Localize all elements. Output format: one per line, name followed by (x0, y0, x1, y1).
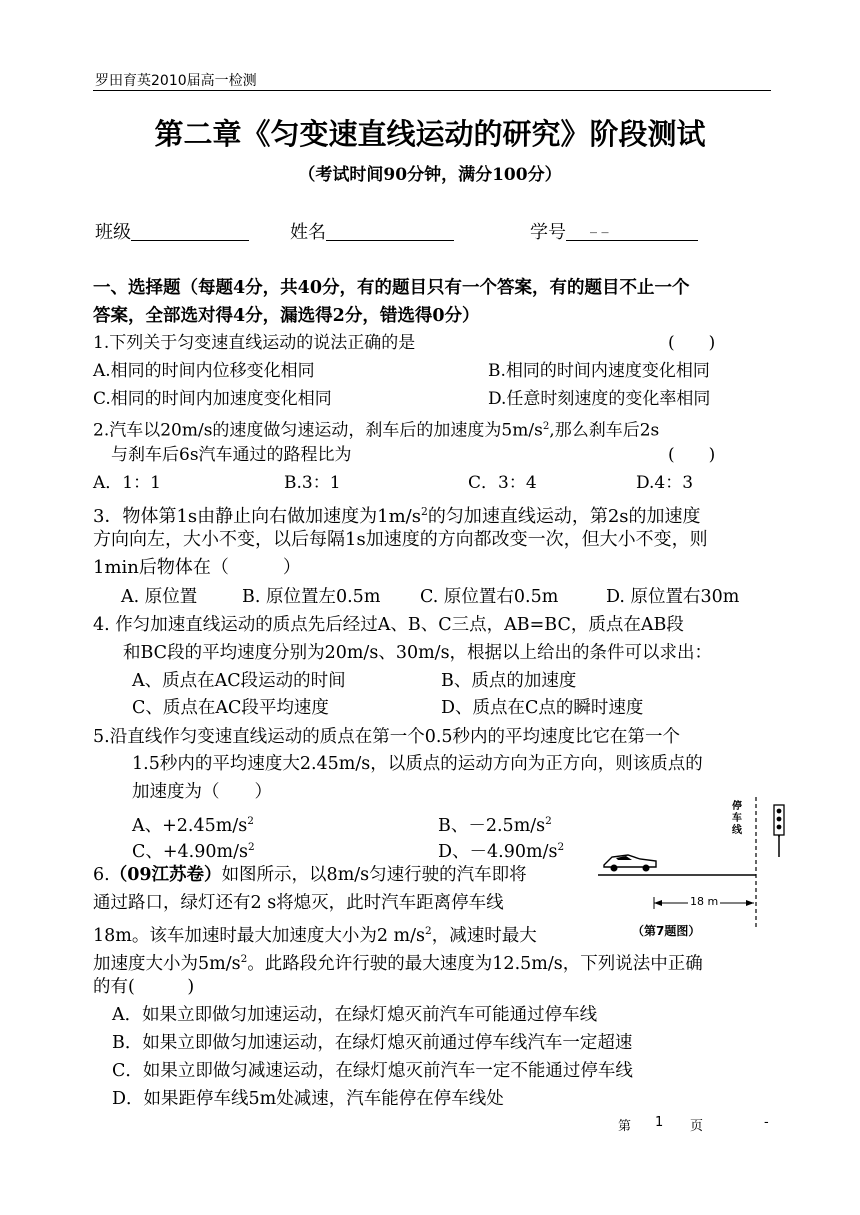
q3-option-c: C. 原位置右0.5m (420, 587, 559, 607)
q1-option-d: D.任意时刻速度的变化率相同 (488, 389, 711, 409)
distance-label: 18 m (690, 895, 719, 908)
q5-line1: 5.沿直线作匀变速直线运动的质点在第一个0.5秒内的平均速度比它在第一个 (93, 727, 681, 747)
q2-option-d: D.4：3 (636, 473, 694, 493)
q6-source: （09江苏卷） (109, 865, 222, 885)
page-subtitle: （考试时间90分钟，满分100分） (298, 165, 562, 185)
q6-option-d: D．如果距停车线5m处减速，汽车能停在停车线处 (112, 1089, 504, 1109)
q6-option-a: A．如果立即做匀加速运动，在绿灯熄灭前汽车可能通过停车线 (112, 1005, 598, 1025)
q3-option-d: D. 原位置右30m (606, 587, 740, 607)
q3-line3: 1min后物体在（ ） (93, 557, 301, 578)
name-blank[interactable] (326, 222, 454, 241)
q2-option-b: B.3：1 (284, 473, 341, 493)
q2-option-c: C．3：4 (468, 473, 537, 493)
id-blank[interactable] (566, 218, 698, 241)
q5-line3: 加速度为（ ） (132, 782, 272, 802)
q2-option-a: A．1：1 (93, 473, 161, 493)
q6-line3: 18m。该车加速时最大加速度大小为2 $m/s^2$，减速时最大 (93, 925, 537, 946)
stopline-label: 停车线 (732, 801, 742, 836)
q3-line2: 方向向左，大小不变，以后每隔1s加速度的方向都改变一次，但大小不变，则 (93, 529, 708, 550)
q6-line1: 6.（09江苏卷）如图所示，以8m/s匀速行驶的汽车即将 (93, 865, 527, 885)
document-header: 罗田育英2010届高一检测 (95, 73, 257, 89)
q3-option-a: A. 原位置 (121, 587, 198, 607)
q5-option-c: C、$+4.90m/s^2$ (132, 841, 255, 862)
class-label: 班级 (95, 222, 131, 243)
q4-option-d: D、质点在C点的瞬时速度 (441, 698, 644, 718)
page-title: 第二章《匀变速直线运动的研究》阶段测试 (154, 117, 706, 151)
q2-stem-line1: 2.汽车以20m/s的速度做匀速运动，刹车后的加速度为$5m/s^2$,那么刹车后2s (93, 420, 660, 441)
footer-dash: - (764, 1115, 769, 1130)
q6-line4: 加速度大小为$5m/s^2$。此路段允许行驶的最大速度为12.5m/s，下列说法中正确 (93, 953, 703, 974)
q3-line1: 3．物体第1s由静止向右做加速度为$1m/s^2$的匀加速直线运动，第2s的加速度 (93, 505, 701, 527)
q1-option-a: A.相同的时间内位移变化相同 (93, 361, 315, 381)
q2-answer-paren[interactable]: ( ) (668, 445, 716, 465)
q5-option-a: A、$+2.45m/s^2$ (132, 815, 254, 836)
name-field[interactable] (290, 218, 454, 244)
q2-stem-line2: 与刹车后6s汽车通过的路程比为 (111, 445, 352, 465)
q5-option-b: B、$-2.5m/s^2$ (438, 815, 552, 836)
id-field[interactable] (530, 218, 698, 244)
q1-answer-paren[interactable]: ( ) (668, 333, 716, 353)
q4-option-b: B、质点的加速度 (441, 671, 577, 691)
q3-option-b: B. 原位置左0.5m (242, 587, 381, 607)
q4-option-c: C、质点在AC段平均速度 (132, 698, 329, 718)
q6-option-b: B．如果立即做匀加速运动，在绿灯熄灭前通过停车线汽车一定超速 (112, 1033, 633, 1053)
footer-page-suffix: 页 (690, 1119, 704, 1134)
id-label: 学号 (530, 222, 566, 243)
class-blank[interactable] (131, 222, 249, 241)
q4-line2: 和BC段的平均速度分别为20m/s、30m/s，根据以上给出的条件可以求出： (123, 643, 713, 663)
q4-option-a: A、质点在AC段运动的时间 (132, 671, 346, 691)
figure-caption: （第7题图） (632, 924, 701, 938)
q5-option-d: D、$-4.90m/s^2$ (438, 841, 565, 862)
car-icon (604, 855, 656, 872)
q6-option-c: C．如果立即做匀减速运动，在绿灯熄灭前汽车一定不能通过停车线 (112, 1061, 633, 1081)
q1-stem: 1.下列关于匀变速直线运动的说法正确的是 (93, 333, 416, 353)
q1-option-c: C.相同的时间内加速度变化相同 (93, 389, 332, 409)
id-mark: _ _ (590, 218, 609, 234)
traffic-light-icon (774, 805, 784, 857)
footer-page-label: 第 (618, 1119, 632, 1134)
q5-line2: 1.5秒内的平均速度大2.45m/s，以质点的运动方向为正方向，则该质点的 (132, 754, 703, 774)
header-rule (93, 90, 771, 91)
q4-line1: 4. 作匀加速直线运动的质点先后经过A、B、C三点，AB=BC，质点在AB段 (93, 615, 684, 635)
name-label: 姓名 (290, 222, 326, 243)
q1-option-b: B.相同的时间内速度变化相同 (488, 361, 710, 381)
class-field[interactable] (95, 218, 249, 244)
section-heading: 一、选择题（每题4分，共40分，有的题目只有一个答案，有的题目不止一个 答案，全部选对得4分，漏选得2分，错选得0分） (93, 278, 690, 326)
q6-line2: 通过路口，绿灯还有2 s将熄灭，此时汽车距离停车线 (93, 893, 504, 913)
footer-page-number: 1 (655, 1115, 664, 1130)
q6-line5: 的有( ) (93, 977, 195, 997)
traffic-figure (596, 797, 786, 942)
traffic-diagram (596, 797, 786, 942)
